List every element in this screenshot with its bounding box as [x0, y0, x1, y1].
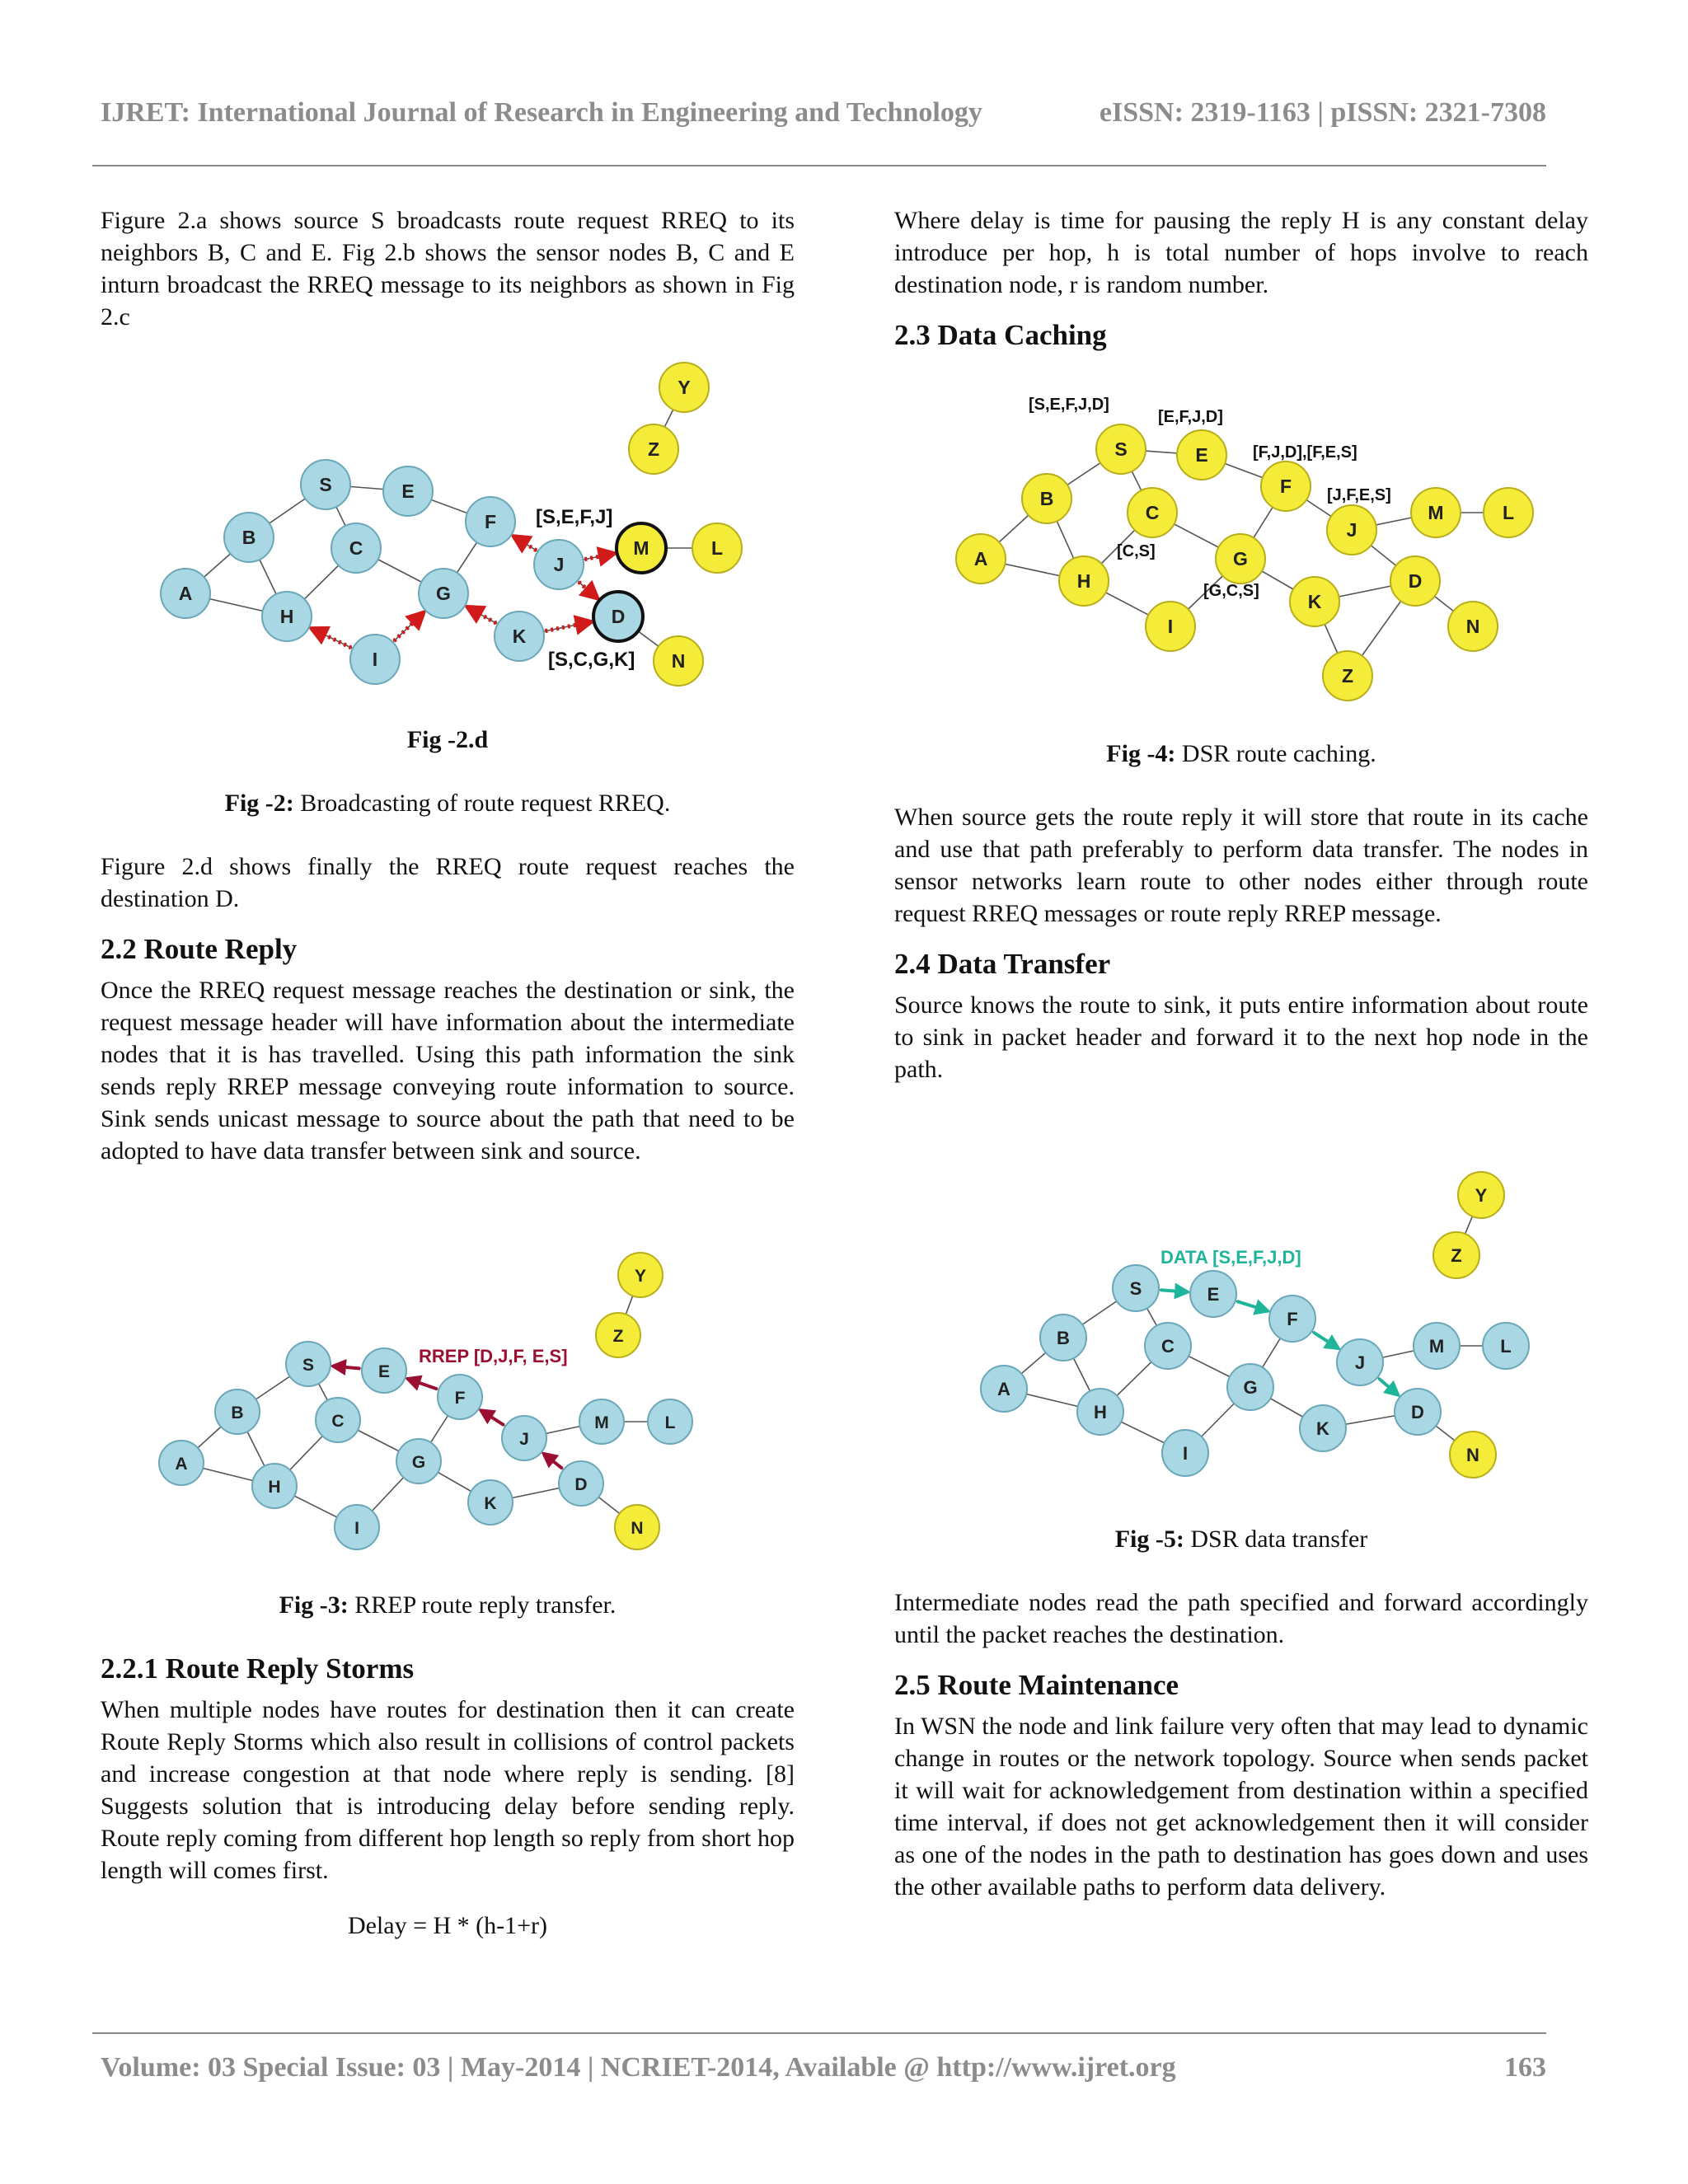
node-label-G: G [1243, 1377, 1258, 1398]
node-label-I: I [1182, 1443, 1189, 1464]
node-label-C: C [349, 537, 363, 559]
node-label-A: A [973, 548, 988, 569]
fig3-caption [101, 1589, 795, 1621]
fig4-caption-text: DSR route caching. [1175, 740, 1376, 767]
node-label-F: F [1287, 1309, 1298, 1329]
label-sefj: [S,E,F,J] [536, 506, 613, 528]
fig4-caption-wrap [894, 738, 1588, 770]
right-column [894, 204, 1588, 354]
node-label-M: M [1428, 1336, 1445, 1357]
node-label-D: D [1408, 570, 1423, 592]
heading-transfer: 2.4 Data Transfer [894, 948, 1111, 980]
arrow-E-F [1237, 1301, 1268, 1311]
heading-maintenance: 2.5 Route Maintenance [894, 1669, 1179, 1701]
page-number: 163 [1504, 2052, 1546, 2083]
node-label-K: K [1316, 1418, 1329, 1439]
node-label-Y: Y [634, 1267, 647, 1286]
para-2d: Figure 2.d shows finally the RREQ route request reaches the destination D. [101, 853, 795, 912]
fig2d-label [101, 724, 795, 756]
node-label-S: S [1114, 438, 1128, 460]
left-column [101, 204, 795, 333]
para-route-reply: Once the RREQ request message reaches the destination or sink, the request message header will have information about the intermediate nodes that it is has travelled. Using this path information the sink sends reply RREP message conveying route information to source. Sink sends unicast message to source about the path that need to be adopted to have data transfer between sink and source. [101, 977, 795, 1165]
fig4-caption [894, 738, 1588, 770]
fig3-caption-wrap [101, 1589, 795, 1621]
fig2d-label-text: Fig -2.d [406, 726, 489, 753]
data-label: DATA [S,E,F,J,D] [1160, 1247, 1301, 1268]
figure-5 [973, 1166, 1533, 1488]
node-label-L: L [710, 537, 724, 559]
arrow-F-E [407, 1379, 437, 1390]
node-label-S: S [319, 474, 332, 495]
cache-fjd-fes: [F,J,D],[F,E,S] [1253, 443, 1357, 462]
node-label-M: M [594, 1413, 609, 1432]
node-label-N: N [631, 1519, 644, 1538]
node-label-J: J [1354, 1352, 1366, 1373]
fig2-caption-label: Fig -2: [224, 790, 294, 817]
node-label-B: B [1057, 1328, 1070, 1348]
cache-jfes: [J,F,E,S] [1327, 486, 1391, 504]
node-label-F: F [454, 1389, 466, 1408]
para-caching: When source gets the route reply it will store that route in its cache and use that path preferably to perform data transfer. The nodes in sensor networks learn route to other nodes either through route request RREQ messages or route reply RREP message. [894, 804, 1588, 927]
left-column-2 [101, 851, 795, 1167]
node-label-E: E [1195, 444, 1208, 466]
cache-cs: [C,S] [1117, 542, 1156, 560]
fig2-caption-wrap [101, 787, 795, 819]
rrep-label: RREP [D,J,F, E,S] [419, 1346, 568, 1366]
node-label-E: E [1207, 1284, 1220, 1305]
label-scgk: [S,C,G,K] [548, 649, 635, 671]
figure-3 [148, 1240, 709, 1554]
node-label-I: I [354, 1519, 359, 1538]
journal-title: IJRET: International Journal of Research in Engineering and Technology [101, 97, 982, 128]
cache-gcs: [G,C,S] [1203, 582, 1259, 600]
node-label-Y: Y [1475, 1185, 1488, 1206]
left-column-3 [101, 1651, 795, 1942]
fig4-caption-label: Fig -4: [1106, 740, 1176, 767]
arrow-D-J [543, 1454, 562, 1469]
node-label-A: A [997, 1379, 1010, 1399]
node-label-G: G [411, 1453, 426, 1472]
para-storms: When multiple nodes have routes for destination then it can create Route Reply Storms which also result in collisions of control packets and increase congestion at that node where reply is sending. [8] Suggests solution that is introducing delay before sending reply. Route reply coming from different hop length so reply from short hop length will comes first. [101, 1696, 795, 1884]
node-label-F: F [1279, 476, 1292, 497]
para-delay: Where delay is time for pausing the reply H is any constant delay introduce per hop, h is total number of hops involve to reach destination node, r is random number. [894, 207, 1588, 298]
node-label-K: K [1307, 591, 1322, 612]
arrow-J-F [481, 1410, 504, 1425]
arrow-J-D [1379, 1379, 1399, 1395]
node-label-K: K [484, 1494, 497, 1513]
node-label-L: L [1502, 502, 1515, 523]
node-label-C: C [331, 1412, 345, 1431]
para-maintenance: In WSN the node and link failure very often that may lead to dynamic change in routes or the network topology. Source when sends packet it will wait for acknowledgement from destination within a specified time interval, if does not get acknowledgement then it will consider as one of the nodes in the path to destination has goes down and uses the other available paths to perform data delivery. [894, 1713, 1588, 1900]
node-label-S: S [302, 1356, 315, 1375]
cache-efjd: [E,F,J,D] [1158, 408, 1223, 426]
node-label-C: C [1161, 1336, 1175, 1357]
node-label-S: S [1129, 1278, 1142, 1299]
heading-storms: 2.2.1 Route Reply Storms [101, 1652, 415, 1685]
node-label-B: B [231, 1404, 244, 1422]
fig5-caption [894, 1523, 1588, 1555]
para-intermediate: Intermediate nodes read the path specified and forward accordingly until the packet reaches the destination. [894, 1589, 1588, 1648]
fig5-caption-text: DSR data transfer [1184, 1526, 1368, 1553]
node-label-B: B [1039, 488, 1054, 509]
node-label-M: M [1428, 502, 1444, 523]
node-label-J: J [553, 554, 565, 575]
node-label-G: G [1233, 548, 1248, 569]
node-label-Z: Z [1341, 665, 1354, 687]
node-label-M: M [633, 537, 649, 559]
node-label-Y: Y [678, 377, 691, 398]
node-label-J: J [1346, 519, 1357, 541]
node-label-H: H [1094, 1402, 1107, 1422]
fig2-caption [101, 787, 795, 819]
node-label-N: N [1465, 616, 1480, 637]
figure-4 [948, 387, 1541, 709]
node-label-F: F [484, 511, 497, 532]
figure-2d [148, 354, 758, 692]
delay-equation: Delay = H * (h-1+r) [347, 1912, 548, 1939]
node-label-K: K [512, 626, 527, 647]
para-transfer: Source knows the route to sink, it puts entire information about route to sink in packet header and forward it to the next hop node in the path. [894, 991, 1588, 1083]
node-label-E: E [377, 1362, 391, 1381]
node-label-Z: Z [647, 438, 660, 460]
node-label-E: E [401, 480, 415, 502]
node-label-L: L [1500, 1336, 1512, 1357]
node-label-D: D [574, 1475, 588, 1494]
header-rule [92, 165, 1546, 166]
node-label-H: H [268, 1478, 281, 1497]
node-label-J: J [519, 1430, 529, 1449]
fig5-caption-label: Fig -5: [1114, 1526, 1184, 1553]
fig2-caption-text: Broadcasting of route request RREQ. [293, 790, 671, 817]
issn: eISSN: 2319-1163 | pISSN: 2321-7308 [1099, 97, 1546, 128]
node-label-I: I [1167, 616, 1174, 637]
node-label-L: L [664, 1413, 676, 1432]
heading-caching: 2.3 Data Caching [894, 319, 1107, 351]
fig5-caption-wrap [894, 1523, 1588, 1555]
arrow-S-E [1160, 1290, 1188, 1291]
arrow-F-J [1313, 1332, 1339, 1348]
right-column-3 [894, 1586, 1588, 1903]
fig3-caption-text: RREP route reply transfer. [348, 1591, 617, 1619]
intro-paragraph: Figure 2.a shows source S broadcasts route request RREQ to its neighbors B, C and E. Fig 2.b shows the sensor nodes B, C and E inturn broadcast the RREQ message to its neighbors as shown in Fig 2.c [101, 207, 795, 330]
cache-sefjd: [S,E,F,J,D] [1029, 396, 1109, 414]
node-label-B: B [241, 527, 256, 548]
fig3-caption-label: Fig -3: [279, 1591, 349, 1619]
node-label-G: G [436, 583, 451, 604]
node-label-H: H [279, 606, 294, 627]
node-label-N: N [1466, 1445, 1479, 1465]
footer-rule [92, 2032, 1546, 2034]
heading-route-reply: 2.2 Route Reply [101, 933, 298, 965]
node-label-H: H [1076, 570, 1091, 592]
right-column-2 [894, 801, 1588, 1085]
node-label-D: D [1411, 1402, 1424, 1422]
node-label-Z: Z [1451, 1245, 1462, 1266]
node-label-N: N [671, 650, 686, 672]
node-label-A: A [178, 583, 193, 604]
arrow-E-S [333, 1366, 360, 1369]
volume-info: Volume: 03 Special Issue: 03 | May-2014 | NCRIET-2014, Available @ http://www.ijret.org [101, 2052, 1176, 2083]
node-label-I: I [372, 649, 378, 670]
node-label-C: C [1145, 502, 1160, 523]
fig2d-label-wrap [101, 724, 795, 756]
node-label-D: D [611, 606, 626, 627]
node-label-Z: Z [612, 1327, 624, 1346]
node-label-A: A [175, 1455, 188, 1474]
